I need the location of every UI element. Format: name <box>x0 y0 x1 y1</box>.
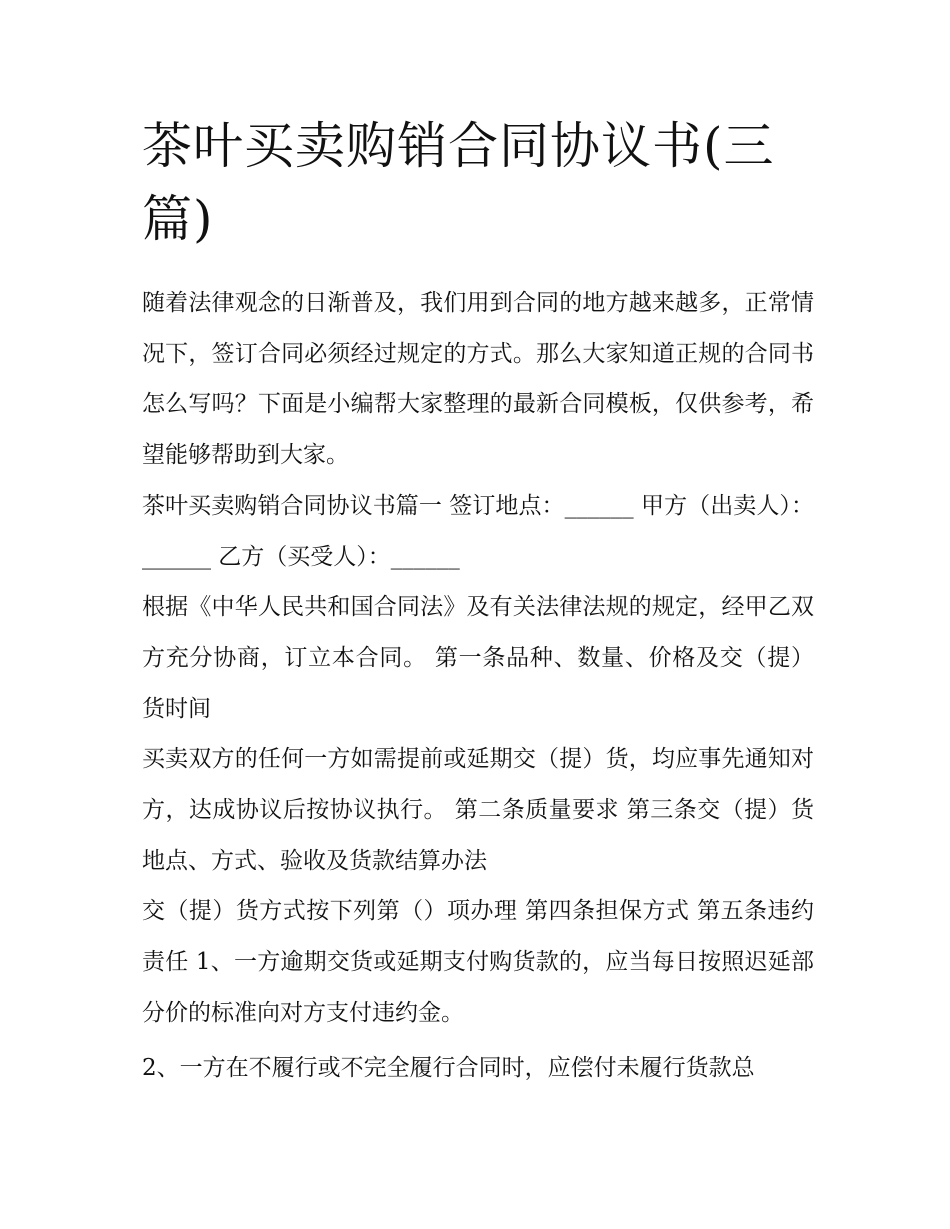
basis-paragraph: 根据《中华人民共和国合同法》及有关法律法规的规定，经甲乙双方充分协商，订立本合同。 第一条品种、数量、价格及交（提）货时间 <box>142 594 814 722</box>
document-page <box>142 110 814 1093</box>
document-title: 茶叶买卖购销合同协议书(三篇) <box>142 117 775 248</box>
contract-header-paragraph: 茶叶买卖购销合同协议书篇一 签订地点：______ 甲方（出卖人）：______ 乙方（买受人）：______ <box>142 492 814 570</box>
delivery-paragraph: 买卖双方的任何一方如需提前或延期交（提）货，均应事先通知对方，达成协议后按协议执行。 第二条质量要求 第三条交（提）货地点、方式、验收及货款结算办法 <box>142 746 814 874</box>
liability-clause-2-paragraph: 2、一方在不履行或不完全履行合同时，应偿付未履行货款总 <box>142 1054 755 1081</box>
liability-paragraph: 交（提）货方式按下列第（）项办理 第四条担保方式 第五条违约责任 1、一方逾期交货或延期支付购货款的，应当每日按照迟延部分价的标准向对方支付违约金。 <box>142 898 814 1026</box>
intro-paragraph: 随着法律观念的日渐普及，我们用到合同的地方越来越多，正常情况下，签订合同必须经过规定的方式。那么大家知道正规的合同书怎么写吗？下面是小编帮大家整理的最新合同模板，仅供参考，希望能够帮助到大家。 <box>142 290 814 469</box>
